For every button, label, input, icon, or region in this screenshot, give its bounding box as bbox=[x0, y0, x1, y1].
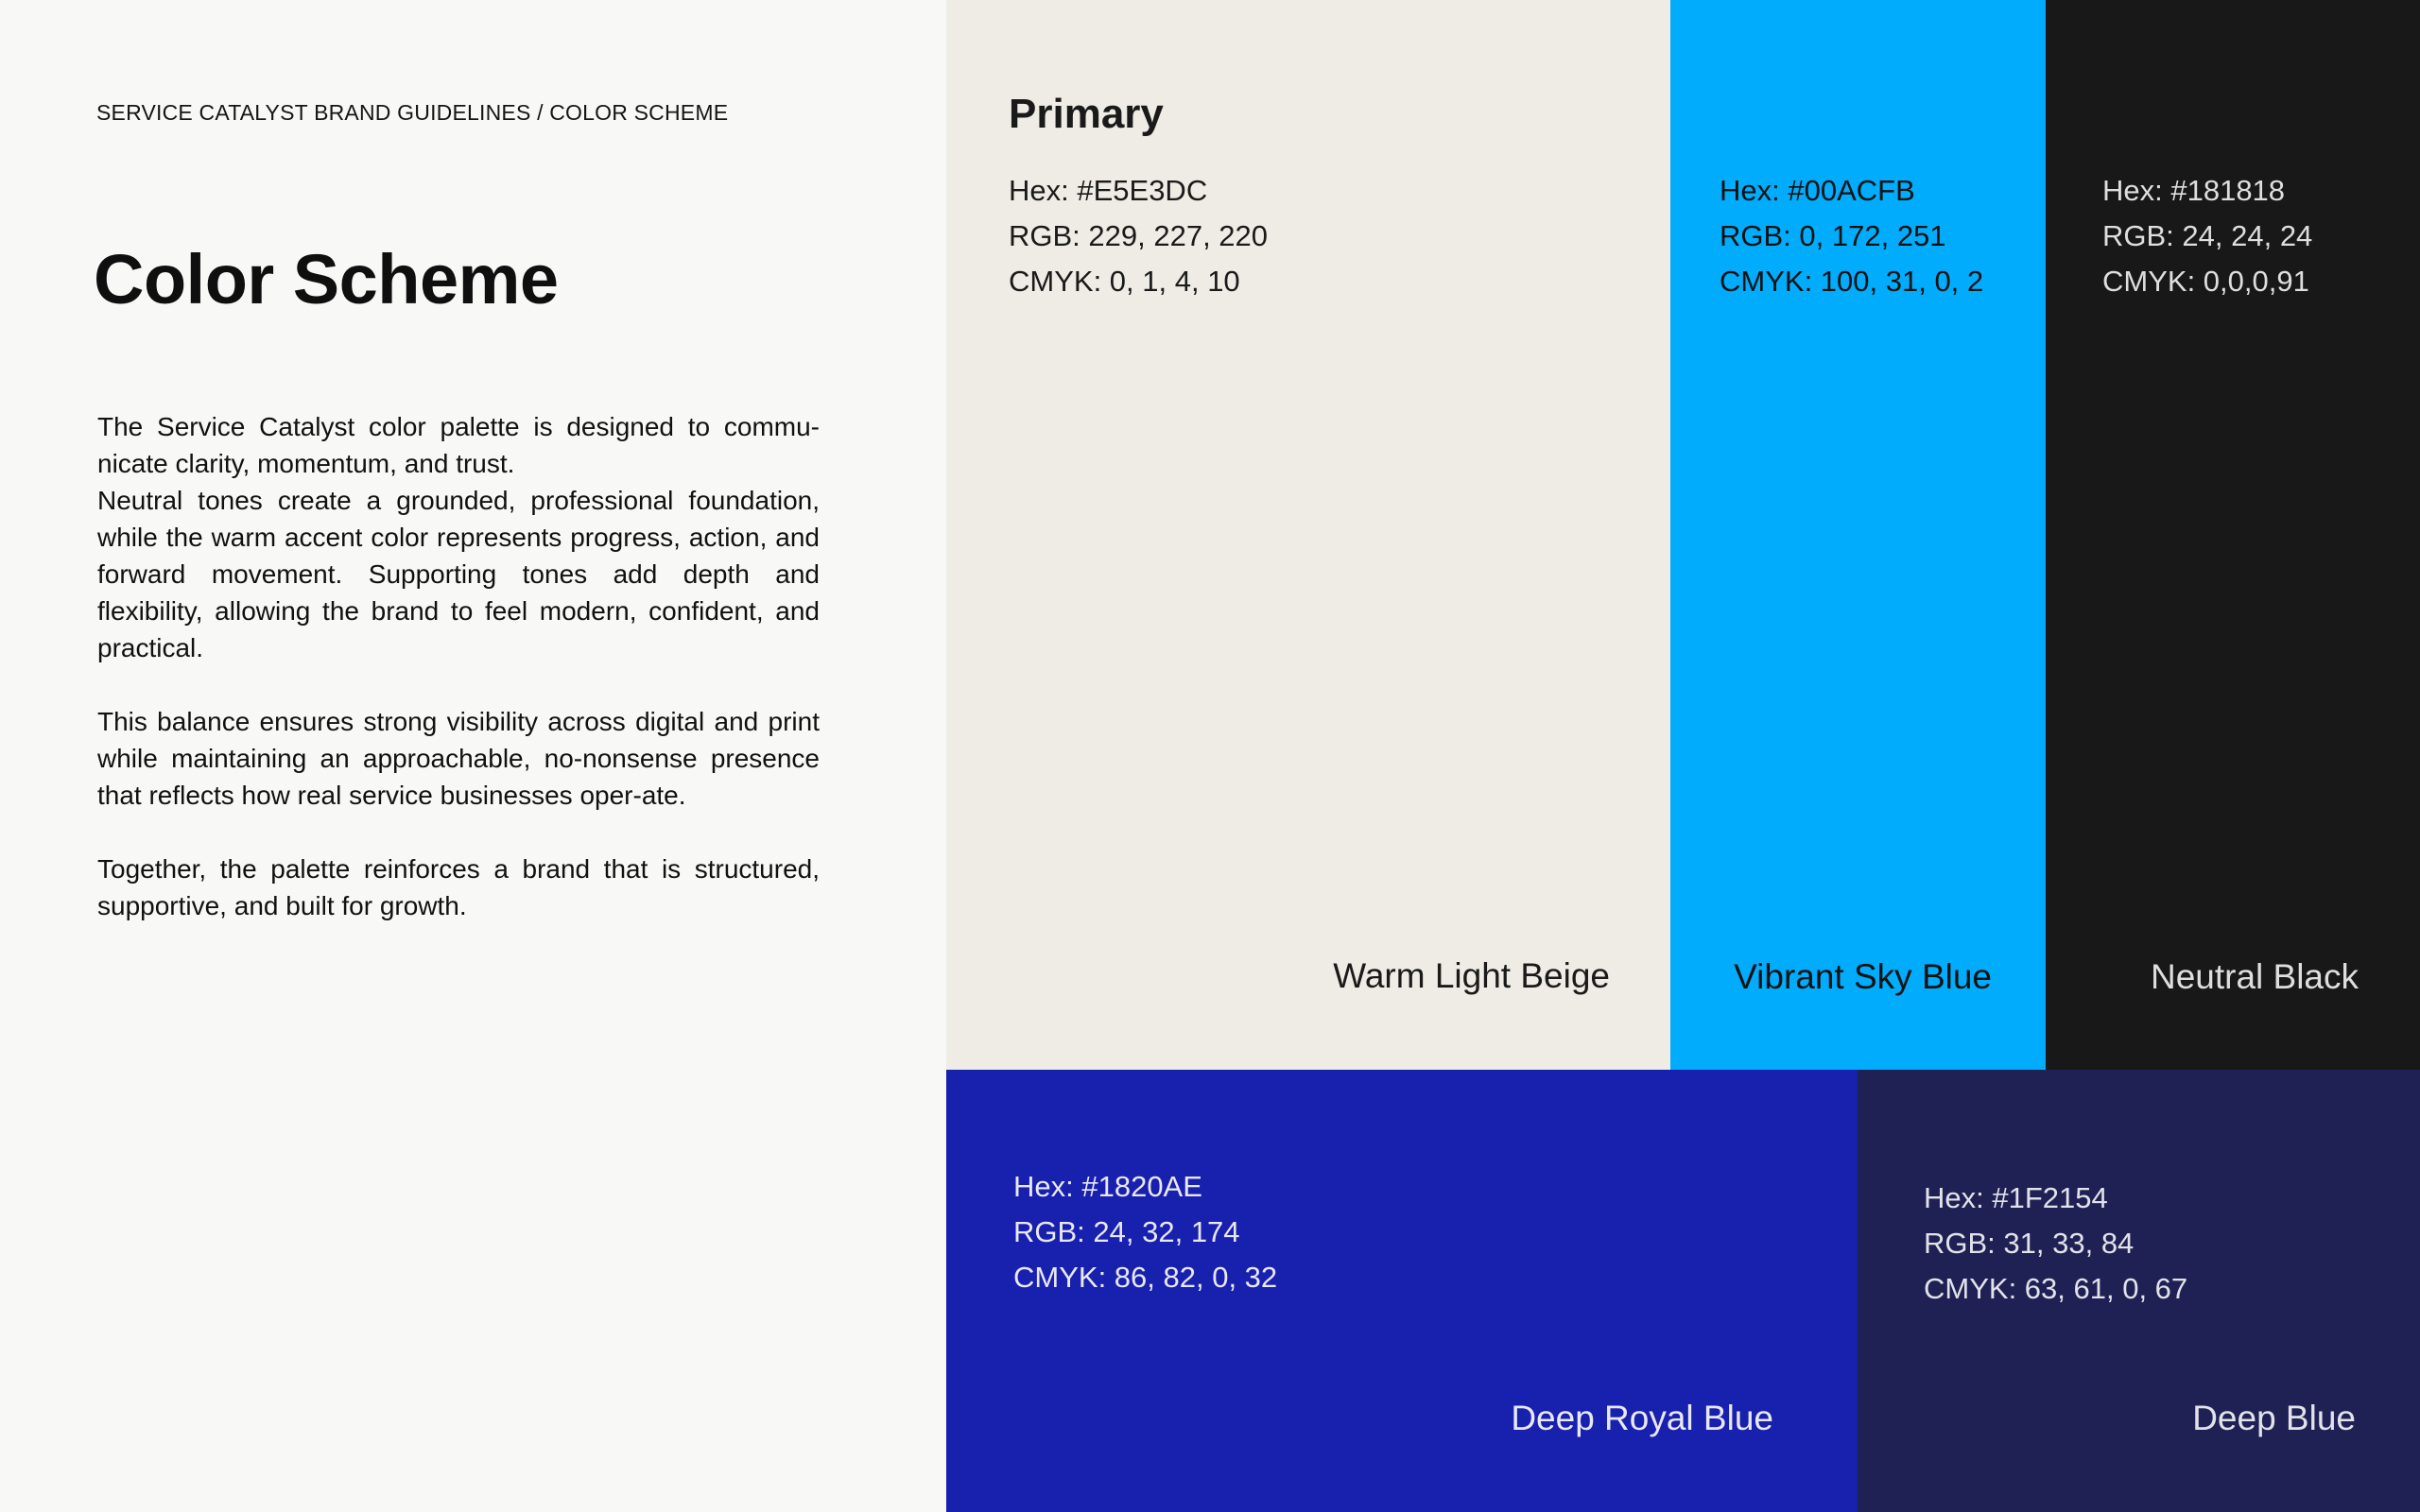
color-name: Deep Royal Blue bbox=[1511, 1399, 1773, 1437]
hex-value: Hex: #00ACFB bbox=[1720, 174, 1915, 207]
cmyk-value: CMYK: 86, 82, 0, 32 bbox=[1013, 1261, 1278, 1294]
color-specs bbox=[1013, 1164, 1277, 1300]
hex-value: Hex: #181818 bbox=[2102, 174, 2286, 207]
intro-panel bbox=[0, 0, 946, 1512]
color-name: Vibrant Sky Blue bbox=[1734, 957, 1992, 996]
color-specs bbox=[1924, 1176, 2187, 1312]
cmyk-value: CMYK: 100, 31, 0, 2 bbox=[1720, 265, 1984, 298]
hex-value: Hex: #1820AE bbox=[1013, 1170, 1202, 1203]
rgb-value: RGB: 24, 24, 24 bbox=[2102, 219, 2313, 252]
swatch-warm-light-beige bbox=[946, 0, 1670, 1070]
intro-text bbox=[97, 408, 820, 924]
intro-paragraph: This balance ensures strong visibility across digital and print while maintaining an approachable, no-nonsense presence that reflects how real service businesses oper-ate. bbox=[97, 707, 820, 810]
rgb-value: RGB: 229, 227, 220 bbox=[1009, 219, 1269, 252]
rgb-value: RGB: 0, 172, 251 bbox=[1720, 219, 1946, 252]
color-name: Neutral Black bbox=[2150, 957, 2359, 996]
intro-paragraph: Neutral tones create a grounded, professional foundation, while the warm accent color represents progress, action, and forward movement. Supporting tones add depth and flexibility, allowing the brand to feel modern, confident, and practical. bbox=[97, 486, 820, 662]
cmyk-value: CMYK: 0,0,0,91 bbox=[2102, 265, 2309, 298]
primary-heading: Primary bbox=[1009, 91, 1164, 137]
cmyk-value: CMYK: 0, 1, 4, 10 bbox=[1009, 265, 1240, 298]
rgb-value: RGB: 24, 32, 174 bbox=[1013, 1215, 1240, 1248]
intro-paragraph: Together, the palette reinforces a brand that is structured, supportive, and built for growth. bbox=[97, 854, 820, 920]
swatch-deep-blue bbox=[1858, 1070, 2420, 1512]
swatch-vibrant-sky-blue bbox=[1670, 0, 2046, 1070]
cmyk-value: CMYK: 63, 61, 0, 67 bbox=[1924, 1272, 2188, 1305]
swatch-neutral-black bbox=[2046, 0, 2420, 1070]
color-name: Warm Light Beige bbox=[1333, 956, 1610, 995]
breadcrumb: SERVICE CATALYST BRAND GUIDELINES / COLOR SCHEME bbox=[96, 100, 729, 125]
color-name: Deep Blue bbox=[2192, 1399, 2356, 1437]
color-specs bbox=[1009, 168, 1268, 304]
swatch-deep-royal-blue bbox=[946, 1070, 1858, 1512]
page-title: Color Scheme bbox=[94, 240, 559, 318]
color-specs bbox=[1720, 168, 1983, 304]
color-specs bbox=[2102, 168, 2312, 304]
hex-value: Hex: #1F2154 bbox=[1924, 1181, 2108, 1214]
intro-paragraph: The Service Catalyst color palette is designed to commu-nicate clarity, momentum, and trust. bbox=[97, 412, 820, 478]
hex-value: Hex: #E5E3DC bbox=[1009, 174, 1208, 207]
rgb-value: RGB: 31, 33, 84 bbox=[1924, 1227, 2135, 1260]
